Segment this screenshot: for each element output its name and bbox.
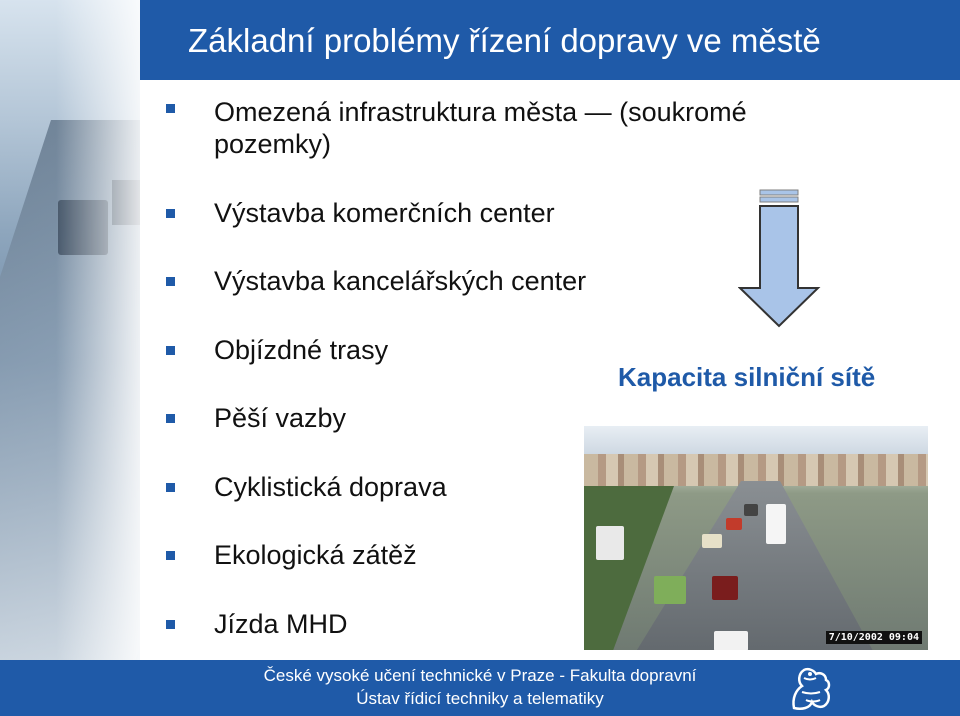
cvut-lion-logo: [784, 664, 836, 712]
traffic-bridge-photo: [584, 426, 928, 650]
photo-car: [726, 518, 742, 530]
photo-bus: [766, 504, 786, 544]
photo-fade: [0, 0, 140, 660]
bullet-item-3: Výstavba kancelářských center: [214, 266, 587, 296]
bullet-item-8: Jízda MHD: [214, 609, 348, 639]
down-arrow-icon: [738, 188, 822, 330]
photo-car: [654, 576, 686, 604]
bullet-item-2: Výstavba komerčních center: [214, 198, 555, 228]
photo-car: [702, 534, 722, 548]
square-bullet-icon: [166, 620, 175, 629]
decorative-highway-photo: [0, 0, 140, 660]
footer-department: Ústav řídicí techniky a telematiky: [356, 689, 604, 708]
photo-car: [714, 631, 748, 650]
bullet-item-7: Ekologická zátěž: [214, 540, 417, 570]
bullet-item-1-continued: pozemky): [214, 129, 332, 159]
square-bullet-icon: [166, 414, 175, 423]
square-bullet-icon: [166, 346, 175, 355]
footer-university: České vysoké učení technické v Praze - Fakulta dopravní: [263, 666, 697, 685]
photo-car: [712, 576, 738, 600]
square-bullet-icon: [166, 277, 175, 286]
square-bullet-icon: [166, 551, 175, 560]
slide-title: Základní problémy řízení dopravy ve městě: [188, 22, 821, 59]
bullet-item-6: Cyklistická doprava: [214, 472, 447, 502]
square-bullet-icon: [166, 209, 175, 218]
square-bullet-icon: [166, 483, 175, 492]
bullet-item-1: Omezená infrastruktura města — (soukromé: [214, 97, 747, 127]
bullet-item-4: Objízdné trasy: [214, 335, 389, 365]
photo-truck: [596, 526, 624, 560]
photo-timestamp: 7/10/2002 09:04: [826, 631, 922, 644]
bullet-item-5: Pěší vazby: [214, 403, 347, 433]
square-bullet-icon: [166, 104, 175, 113]
capacity-label: Kapacita silniční sítě: [618, 362, 876, 392]
photo-car: [744, 504, 758, 516]
